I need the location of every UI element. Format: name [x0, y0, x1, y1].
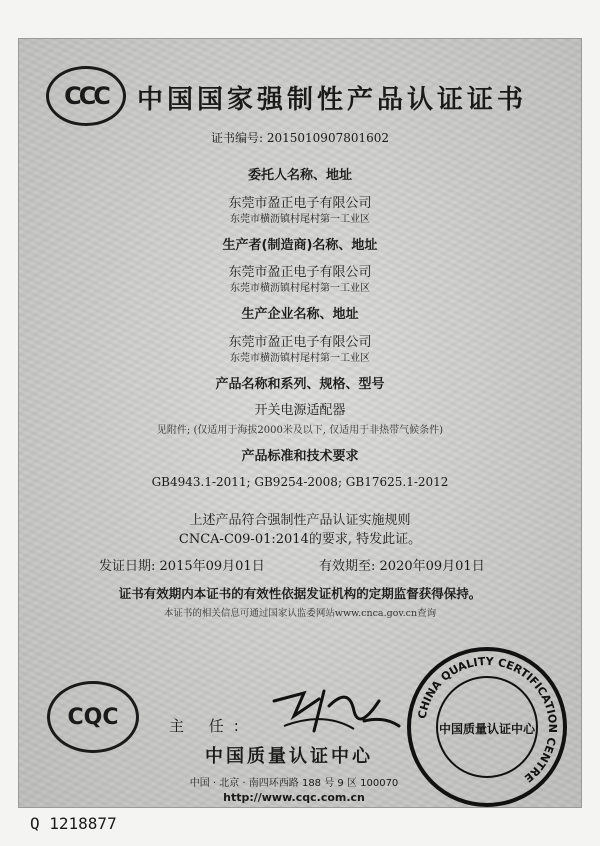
factory-address: 东莞市横沥镇村尾村第一工业区: [230, 353, 370, 364]
cqc-logo-text: CQC: [67, 704, 119, 730]
issuer-address: 中国 · 北京 · 南四环西路 188 号 9 区 100070: [189, 778, 399, 789]
issuer-url: http://www.cqc.com.cn: [223, 791, 365, 804]
validity-statement: 证书有效期内本证书的有效性依据发证机构的定期监督获得保持。: [118, 586, 482, 601]
standards-value: GB4943.1-2011; GB9254-2008; GB17625.1-2012: [151, 475, 449, 489]
ccc-logo: [46, 66, 126, 126]
footer-serial: Q 1218877: [30, 814, 117, 833]
conformity-line1: 上述产品符合强制性产品认证实施规则: [189, 513, 411, 528]
query-note: 本证书的相关信息可通过国家认监委网站www.cnca.gov.cn查询: [163, 608, 437, 619]
issue-date-block: [99, 555, 265, 574]
factory-name: 东莞市盈正电子有限公司: [228, 335, 372, 350]
client-address: 东莞市横沥镇村尾村第一工业区: [230, 214, 370, 225]
client-name: 东莞市盈正电子有限公司: [228, 196, 372, 211]
product-appendix: 见附件; (仅适用于海拔2000米及以下, 仅适用于非热带气候条件): [156, 425, 444, 436]
director-signature: [264, 681, 404, 741]
certificate-title: 中国国家强制性产品认证证书: [137, 85, 528, 115]
cert-no-label: 证书编号:: [210, 131, 264, 145]
factory-heading: 生产企业名称、地址: [241, 307, 359, 322]
seal-center-text: 中国质量认证中心: [438, 722, 536, 736]
seal-ring-text: CHINA QUALITY CERTIFICATION CENTRE: [415, 654, 560, 785]
expire-date-value: 2020年09月01日: [379, 559, 485, 574]
issuer-org-name: 中国质量认证中心: [205, 746, 373, 767]
certificate-number: [19, 129, 581, 146]
expire-date-block: [319, 555, 485, 574]
ccc-logo-text: CCC: [64, 82, 108, 110]
manufacturer-heading: 生产者(制造商)名称、地址: [222, 238, 378, 253]
standards-heading: 产品标准和技术要求: [241, 449, 359, 464]
manufacturer-address: 东莞市横沥镇村尾村第一工业区: [230, 283, 370, 294]
client-heading: 委托人名称、地址: [247, 168, 352, 183]
expire-date-label: 有效期至:: [319, 559, 376, 574]
cert-no-value: 2015010907801602: [266, 131, 390, 145]
director-label: 主 任:: [169, 717, 249, 735]
conformity-line2: CNCA-C09-01:2014的要求, 特发此证。: [178, 532, 422, 547]
issue-date-label: 发证日期:: [99, 559, 156, 574]
issue-date-value: 2015年09月01日: [159, 559, 265, 574]
cqc-seal: [405, 645, 569, 809]
cqc-logo: [47, 681, 139, 753]
manufacturer-name: 东莞市盈正电子有限公司: [228, 265, 372, 280]
product-name: 开关电源适配器: [254, 403, 346, 418]
certificate-sheet: [18, 38, 582, 808]
product-heading: 产品名称和系列、规格、型号: [215, 377, 385, 392]
